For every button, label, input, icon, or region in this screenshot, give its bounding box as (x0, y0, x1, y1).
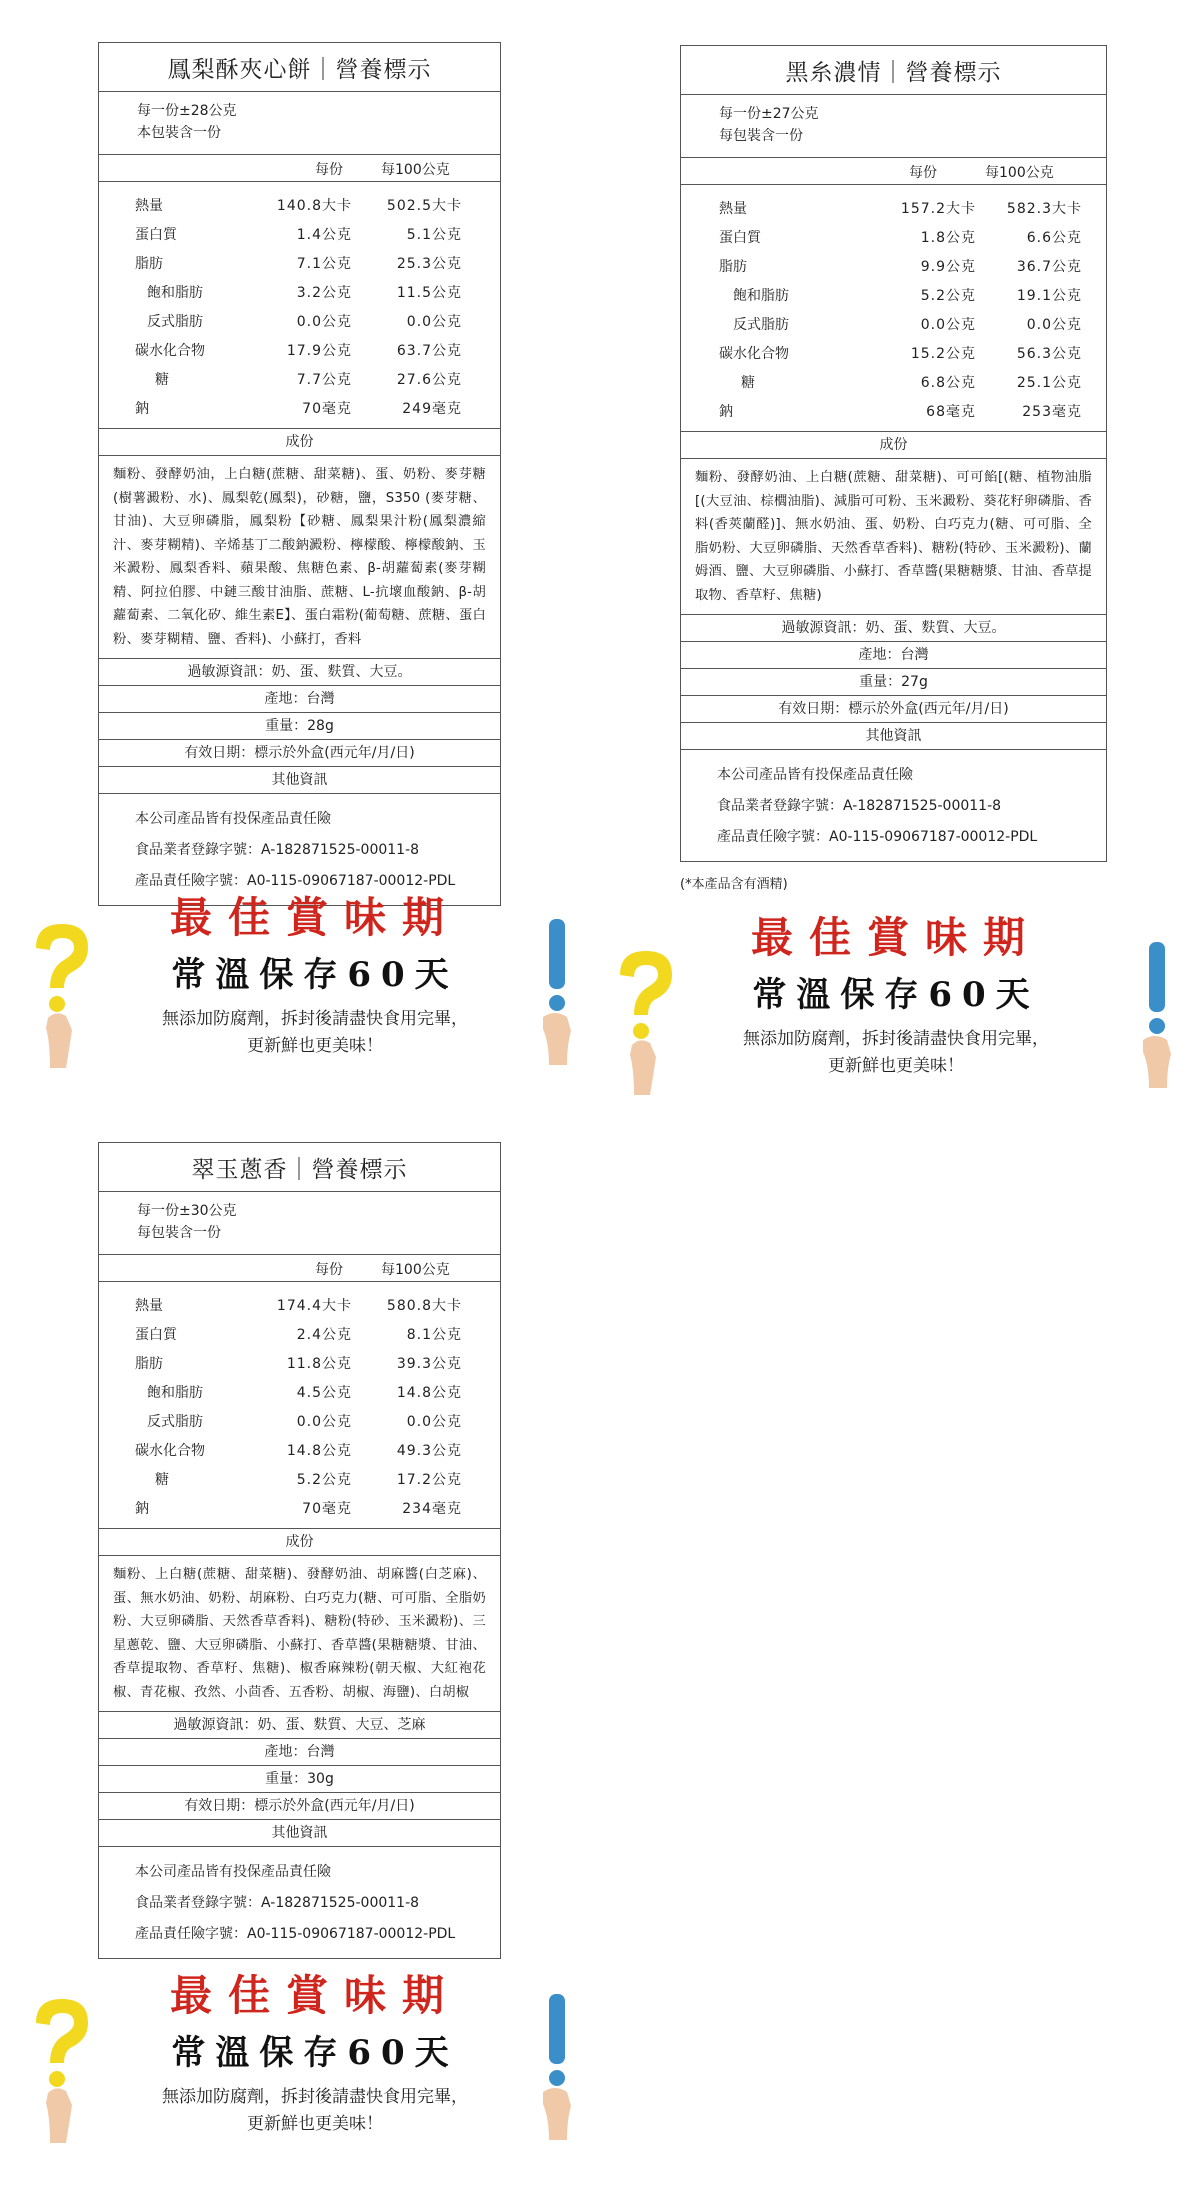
value-per-serving: 2.4公克 (296, 1327, 352, 1343)
promo-block-3 (85, 1968, 545, 2138)
value-per-100g: 580.8大卡 (386, 1298, 462, 1314)
value-per-100g: 39.3公克 (396, 1356, 462, 1372)
nutrient-rows (681, 185, 1106, 432)
value-per-serving: 174.4大卡 (276, 1298, 352, 1314)
nutrient-name: 反式脂肪 (733, 317, 789, 333)
serving-info (99, 1192, 500, 1255)
value-per-100g: 14.8公克 (396, 1385, 462, 1401)
col-per-100g: 每100公克 (381, 162, 450, 178)
nutrient-name: 糖 (155, 1472, 169, 1488)
ingredients-header: 成份 (99, 429, 500, 456)
col-per-serving: 每份 (909, 165, 937, 181)
nutrient-name: 糖 (155, 372, 169, 388)
value-per-100g: 36.7公克 (1016, 259, 1082, 275)
value-per-serving: 5.2公克 (296, 1472, 352, 1488)
insurance-line: 本公司產品皆有投保產品責任險 (135, 1864, 331, 1880)
value-per-serving: 3.2公克 (296, 285, 352, 301)
origin-info: 產地：台灣 (99, 1739, 500, 1766)
value-per-100g: 249毫克 (402, 401, 462, 417)
question-mark-hand-icon (20, 918, 100, 1068)
value-per-100g: 19.1公克 (1016, 288, 1082, 304)
nutrient-row (99, 248, 500, 277)
value-per-100g: 582.3大卡 (1006, 201, 1082, 217)
value-per-100g: 17.2公克 (396, 1472, 462, 1488)
promo-headline: 最佳賞味期 (169, 1971, 460, 2020)
value-per-serving: 7.1公克 (296, 256, 352, 272)
ingredients-header: 成份 (681, 432, 1106, 459)
other-info-header: 其他資訊 (99, 1820, 500, 1847)
value-per-serving: 140.8大卡 (276, 198, 352, 214)
nutrient-row (681, 193, 1106, 222)
serving-info (681, 95, 1106, 158)
label-title: 鳳梨酥夾心餅｜營養標示 (99, 43, 500, 92)
nutrient-row (99, 1406, 500, 1435)
nutrient-row (681, 396, 1106, 425)
promo-subhead: 常溫保存60天 (171, 2033, 459, 2073)
nutrient-row (99, 364, 500, 393)
label-title: 黑糸濃情｜營養標示 (681, 46, 1106, 95)
value-per-serving: 0.0公克 (296, 1414, 352, 1430)
nutrient-row (99, 190, 500, 219)
nutrient-row (99, 219, 500, 248)
other-info (99, 794, 500, 905)
col-per-100g: 每100公克 (381, 1262, 450, 1278)
promo-line2: 更新鮮也更美味！ (828, 1056, 964, 1076)
serving-size: 每一份±28公克 (137, 103, 237, 119)
column-header (99, 155, 500, 182)
nutrient-row (681, 222, 1106, 251)
promo-headline: 最佳賞味期 (169, 893, 460, 942)
value-per-serving: 0.0公克 (296, 314, 352, 330)
value-per-serving: 70毫克 (302, 1501, 352, 1517)
nutrient-name: 熱量 (135, 1298, 163, 1314)
weight-info: 重量：30g (99, 1766, 500, 1793)
nutrient-row (99, 1435, 500, 1464)
other-info (681, 750, 1106, 861)
value-per-100g: 502.5大卡 (386, 198, 462, 214)
value-per-100g: 63.7公克 (396, 343, 462, 359)
registration-line: 食品業者登錄字號：A-182871525-00011-8 (135, 1895, 420, 1911)
exclamation-mark-hand-icon (527, 915, 587, 1065)
nutrient-name: 碳水化合物 (135, 1443, 205, 1459)
liability-line: 產品責任險字號：A0-115-09067187-00012-PDL (135, 873, 456, 889)
value-per-100g: 8.1公克 (406, 1327, 462, 1343)
nutrient-name: 飽和脂肪 (147, 1385, 203, 1401)
registration-line: 食品業者登錄字號：A-182871525-00011-8 (135, 842, 420, 858)
value-per-serving: 9.9公克 (920, 259, 976, 275)
value-per-100g: 25.1公克 (1016, 375, 1082, 391)
value-per-serving: 17.9公克 (286, 343, 352, 359)
value-per-100g: 49.3公克 (396, 1443, 462, 1459)
nutrient-name: 鈉 (135, 1501, 149, 1517)
nutrient-row (99, 1377, 500, 1406)
nutrient-name: 蛋白質 (719, 230, 761, 246)
serving-size: 每一份±30公克 (137, 1203, 237, 1219)
value-per-serving: 1.8公克 (920, 230, 976, 246)
serving-size: 每一份±27公克 (719, 106, 819, 122)
other-info (99, 1847, 500, 1958)
weight-info: 重量：28g (99, 713, 500, 740)
nutrient-name: 蛋白質 (135, 1327, 177, 1343)
other-info-header: 其他資訊 (681, 723, 1106, 750)
liability-line: 產品責任險字號：A0-115-09067187-00012-PDL (717, 829, 1038, 845)
value-per-serving: 4.5公克 (296, 1385, 352, 1401)
origin-info: 產地：台灣 (99, 686, 500, 713)
nutrient-row (99, 335, 500, 364)
expiry-info: 有效日期：標示於外盒(西元年/月/日) (99, 1793, 500, 1820)
nutrient-name: 熱量 (135, 198, 163, 214)
value-per-serving: 157.2大卡 (900, 201, 976, 217)
exclamation-mark-hand-icon (527, 1990, 587, 2140)
column-header (99, 1255, 500, 1282)
nutrient-name: 脂肪 (135, 256, 163, 272)
value-per-100g: 11.5公克 (396, 285, 462, 301)
value-per-serving: 68毫克 (926, 404, 976, 420)
allergen-info: 過敏源資訊：奶、蛋、麩質、大豆。 (99, 659, 500, 686)
nutrient-name: 鈉 (719, 404, 733, 420)
value-per-serving: 7.7公克 (296, 372, 352, 388)
servings-per-pack: 本包裝含一份 (137, 125, 221, 141)
nutrient-name: 碳水化合物 (135, 343, 205, 359)
nutrient-row (99, 1290, 500, 1319)
nutrient-name: 熱量 (719, 201, 747, 217)
expiry-info: 有效日期：標示於外盒(西元年/月/日) (681, 696, 1106, 723)
serving-info (99, 92, 500, 155)
allergen-info: 過敏源資訊：奶、蛋、麩質、大豆。 (681, 615, 1106, 642)
nutrient-row (99, 393, 500, 422)
insurance-line: 本公司產品皆有投保產品責任險 (135, 811, 331, 827)
alcohol-note: (*本產品含有酒精) (680, 877, 788, 892)
nutrient-name: 飽和脂肪 (733, 288, 789, 304)
nutrient-row (681, 280, 1106, 309)
promo-subhead: 常溫保存60天 (171, 955, 459, 995)
promo-line2: 更新鮮也更美味！ (247, 1036, 383, 1056)
weight-info: 重量：27g (681, 669, 1106, 696)
ingredients-text: 麵粉、上白糖(蔗糖、甜菜糖)、發酵奶油、胡麻醬(白芝麻)、蛋、無水奶油、奶粉、胡麻粉、白巧克力(糖、可可脂、全脂奶粉、大豆卵磷脂、天然香草香料)、糖粉(特砂、玉米澱粉)、三星蔥乾、鹽、大豆卵磷脂、小蘇打、香草醬(果糖糖漿、甘油、香草提取物、香草籽、焦糖)、椒香麻辣粉(朝天椒、大紅袍花椒、青花椒、孜然、小茴香、五香粉、胡椒、海鹽)、白胡椒 (99, 1556, 500, 1712)
other-info-header: 其他資訊 (99, 767, 500, 794)
nutrient-row (681, 367, 1106, 396)
nutrient-name: 反式脂肪 (147, 314, 203, 330)
nutrient-row (99, 1348, 500, 1377)
nutrient-name: 蛋白質 (135, 227, 177, 243)
allergen-info: 過敏源資訊：奶、蛋、麩質、大豆、芝麻 (99, 1712, 500, 1739)
column-header (681, 158, 1106, 185)
nutrient-row (99, 306, 500, 335)
ingredients-header: 成份 (99, 1529, 500, 1556)
promo-headline: 最佳賞味期 (750, 913, 1041, 962)
ingredients-text: 麵粉、發酵奶油，上白糖(蔗糖、甜菜糖)、蛋、奶粉、麥芽糖(樹薯澱粉、水)、鳳梨乾(鳳梨)，砂糖，鹽，S350 (麥芽糖、甘油)、大豆卵磷脂，鳳梨粉【砂糖、鳳梨果汁粉(鳳梨濃縮汁、麥芽糊精)、辛烯基丁二酸鈉澱粉、檸檬酸、檸檬酸鈉、玉米澱粉、鳳梨香料、蘋果酸、焦糖色素、β-胡蘿蔔素(麥芽糊精、阿拉伯膠、中鏈三酸甘油脂、蔗糖、L-抗壞血酸鈉、β-胡蘿蔔素、二氧化矽、維生素E】、蛋白霜粉(葡萄糖、蔗糖、蛋白粉、麥芽糊精、鹽、香料)、小蘇打，香料 (99, 456, 500, 659)
promo-block-1 (85, 890, 545, 1060)
value-per-serving: 14.8公克 (286, 1443, 352, 1459)
ingredients-text: 麵粉、發酵奶油、上白糖(蔗糖、甜菜糖)、可可餡[(糖、植物油脂[(大豆油、棕櫚油脂)、減脂可可粉、玉米澱粉、葵花籽卵磷脂、香料(香莢蘭醛)]、無水奶油、蛋、奶粉、白巧克力(糖、可可脂、全脂奶粉、大豆卵磷脂、天然香草香料)、糖粉(特砂、玉米澱粉)、蘭姆酒、鹽、大豆卵磷脂、小蘇打、香草醬(果糖糖漿、甘油、香草提取物、香草籽、焦糖) (681, 459, 1106, 615)
insurance-line: 本公司產品皆有投保產品責任險 (717, 767, 913, 783)
nutrient-row (99, 277, 500, 306)
servings-per-pack: 每包裝含一份 (719, 128, 803, 144)
nutrient-row (681, 338, 1106, 367)
value-per-100g: 6.6公克 (1026, 230, 1082, 246)
nutrition-label-pineapple (98, 42, 501, 906)
nutrient-rows (99, 1282, 500, 1529)
value-per-serving: 5.2公克 (920, 288, 976, 304)
value-per-100g: 234毫克 (402, 1501, 462, 1517)
liability-line: 產品責任險字號：A0-115-09067187-00012-PDL (135, 1926, 456, 1942)
nutrient-name: 飽和脂肪 (147, 285, 203, 301)
promo-line1: 無添加防腐劑，拆封後請盡快食用完畢， (162, 1009, 468, 1029)
nutrient-row (681, 309, 1106, 338)
question-mark-hand-icon (604, 945, 684, 1095)
promo-line1: 無添加防腐劑，拆封後請盡快食用完畢， (162, 2087, 468, 2107)
value-per-100g: 56.3公克 (1016, 346, 1082, 362)
col-per-serving: 每份 (315, 1262, 343, 1278)
value-per-100g: 253毫克 (1022, 404, 1082, 420)
question-mark-hand-icon (20, 1993, 100, 2143)
nutrition-label-scallion (98, 1142, 501, 1959)
value-per-serving: 0.0公克 (920, 317, 976, 333)
value-per-serving: 70毫克 (302, 401, 352, 417)
nutrient-row (681, 251, 1106, 280)
value-per-100g: 5.1公克 (406, 227, 462, 243)
label-title: 翠玉蔥香｜營養標示 (99, 1143, 500, 1192)
value-per-serving: 15.2公克 (910, 346, 976, 362)
origin-info: 產地：台灣 (681, 642, 1106, 669)
value-per-serving: 1.4公克 (296, 227, 352, 243)
nutrient-row (99, 1464, 500, 1493)
value-per-serving: 11.8公克 (286, 1356, 352, 1372)
expiry-info: 有效日期：標示於外盒(西元年/月/日) (99, 740, 500, 767)
value-per-100g: 25.3公克 (396, 256, 462, 272)
nutrient-name: 反式脂肪 (147, 1414, 203, 1430)
nutrient-row (99, 1493, 500, 1522)
registration-line: 食品業者登錄字號：A-182871525-00011-8 (717, 798, 1002, 814)
value-per-100g: 0.0公克 (1026, 317, 1082, 333)
value-per-100g: 0.0公克 (406, 314, 462, 330)
col-per-100g: 每100公克 (985, 165, 1054, 181)
exclamation-mark-hand-icon (1127, 938, 1187, 1088)
nutrient-name: 碳水化合物 (719, 346, 789, 362)
nutrient-rows (99, 182, 500, 429)
promo-line1: 無添加防腐劑，拆封後請盡快食用完畢， (743, 1029, 1049, 1049)
servings-per-pack: 每包裝含一份 (137, 1225, 221, 1241)
nutrient-name: 糖 (741, 375, 755, 391)
promo-line2: 更新鮮也更美味！ (247, 2114, 383, 2134)
value-per-serving: 6.8公克 (920, 375, 976, 391)
nutrition-label-black-sugar (680, 45, 1107, 862)
nutrient-name: 脂肪 (135, 1356, 163, 1372)
nutrient-name: 鈉 (135, 401, 149, 417)
nutrient-name: 脂肪 (719, 259, 747, 275)
nutrient-row (99, 1319, 500, 1348)
promo-block-2 (666, 910, 1126, 1080)
col-per-serving: 每份 (315, 162, 343, 178)
promo-subhead: 常溫保存60天 (752, 975, 1040, 1015)
value-per-100g: 27.6公克 (396, 372, 462, 388)
value-per-100g: 0.0公克 (406, 1414, 462, 1430)
